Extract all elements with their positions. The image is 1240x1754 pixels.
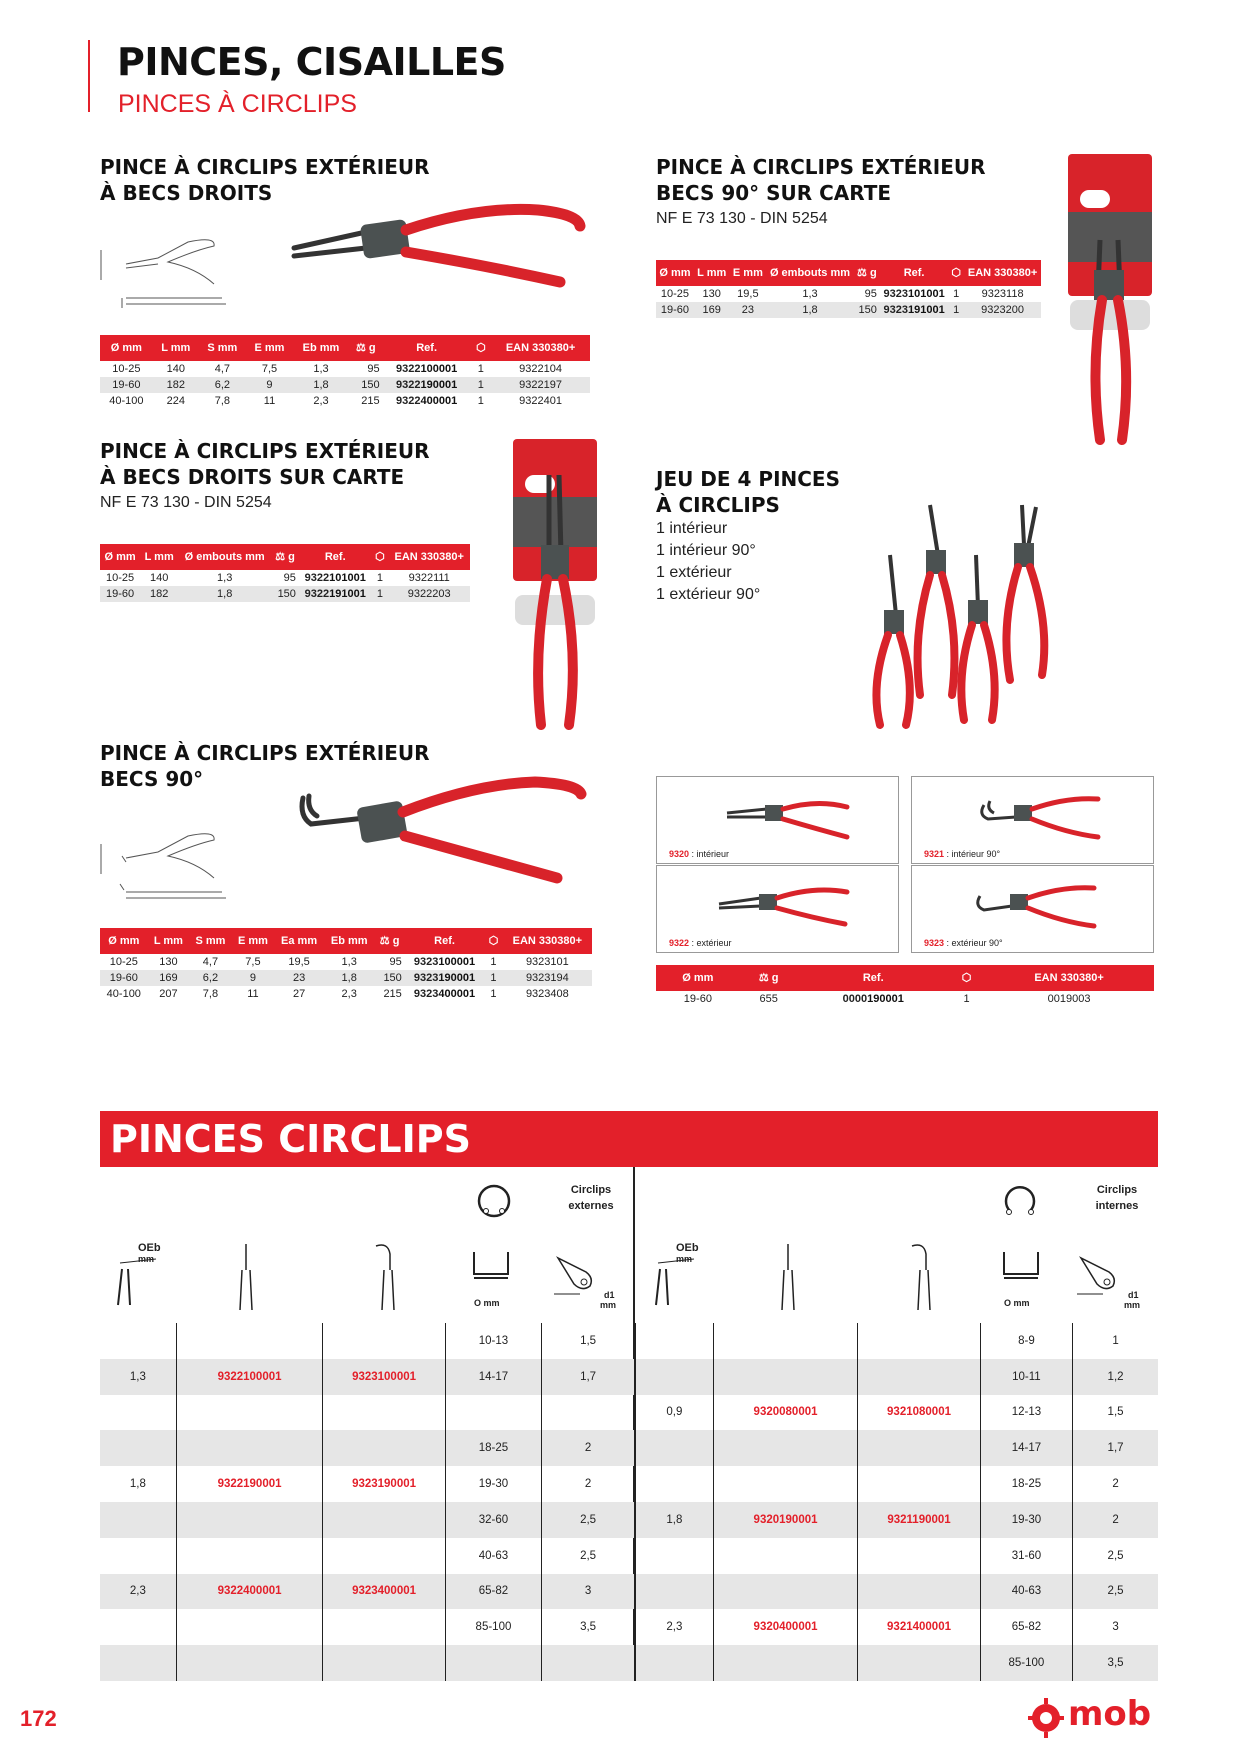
weight-icon: ⚖ [857, 267, 867, 279]
table-row: 85-100 3,5 [100, 1645, 1158, 1681]
col-s: S mm [199, 335, 246, 361]
weight-icon: ⚖ [379, 935, 390, 947]
table-set: Ø mm ⚖ g Ref. ⬡ EAN 330380+ 19-60 655 0000190001 1 0019003 [656, 965, 1154, 1007]
table-straight [100, 335, 590, 409]
list-item: 1 intérieur 90° [656, 542, 756, 559]
ring-thickness-icon-left [552, 1248, 602, 1298]
dimension-drawing-90 [96, 826, 226, 908]
mm-label-d1-right: mm [1124, 1300, 1141, 1310]
box-icon: ⬡ [476, 342, 486, 354]
list-item: 1 intérieur [656, 520, 728, 537]
weight-icon: ⚖ [355, 342, 366, 354]
brand-name: mob [1068, 1694, 1152, 1734]
col-weight: ⚖ g [349, 335, 383, 361]
table-row: 19-60 182 6,2 9 1,8 150 9322190001 1 9322197 [100, 377, 590, 393]
col-eb: Eb mm [293, 335, 349, 361]
col-pack [471, 335, 491, 361]
table-row: 40-100 224 7,8 11 2,3 215 9322400001 1 9322401 [109, 395, 562, 407]
section4-title-line2: À CIRCLIPS [656, 493, 780, 517]
table-row: 85-100 3,5 2,3 9320400001 9321400001 65-82 3 [100, 1609, 1158, 1645]
angled-plier-icon-left [368, 1240, 408, 1312]
mm-label-right: mm [676, 1254, 693, 1264]
plier-photo-straight [288, 196, 588, 306]
page-number: 172 [20, 1706, 57, 1731]
section1-title-line2: À BECS DROITS [100, 181, 273, 205]
straight-plier-icon-right [774, 1240, 804, 1312]
d1-label-right: d1 [1128, 1290, 1139, 1300]
table-row: 10-25 140 4,7 7,5 1,3 95 9322100001 1 9322104 [112, 363, 562, 375]
table-row: 19-60 169 6,2 9 23 1,8 150 9323190001 1 9323194 [100, 970, 592, 986]
mm-label-left: mm [138, 1254, 155, 1264]
internal-circlips-label: Circlips internes [1095, 1184, 1139, 1212]
page-subtitle: PINCES À CIRCLIPS [118, 90, 357, 118]
box-icon: ⬡ [961, 972, 972, 984]
omm-label-left: O mm [474, 1298, 500, 1308]
section5-title-line1: PINCE À CIRCLIPS EXTÉRIEUR [100, 741, 430, 765]
col-ref: Ref. [383, 335, 471, 361]
col-ean: EAN 330380+ [491, 335, 590, 361]
pinces-circlips-band [100, 1111, 1158, 1167]
carded-plier-photo-90 [1060, 150, 1160, 450]
weight-icon: ⚖ [758, 972, 769, 984]
list-item: 1 extérieur [656, 564, 732, 581]
set-contents-list [656, 518, 760, 606]
set-photo-9321: 9321 : intérieur 90° [911, 776, 1154, 864]
plier-interior-90-icon [912, 777, 1155, 847]
set-photo-9320: 9320 : intérieur [656, 776, 899, 864]
table-row: 10-13 1,5 8-9 1 [100, 1323, 1158, 1359]
table-row: 10-25 130 4,7 7,5 19,5 1,3 95 9323100001 1 9323101 [109, 956, 569, 968]
mm-label-d1-left: mm [600, 1300, 617, 1310]
set-photo-9323: 9323 : extérieur 90° [911, 865, 1154, 953]
table-row: 1,3 9322100001 9323100001 14-17 1,7 10-11 1,2 [100, 1359, 1158, 1395]
table-row: 0,9 9320080001 9321080001 12-13 1,5 [100, 1395, 1158, 1431]
table-90-carded: Ø mm L mm E mm Ø embouts mm ⚖ g Ref. ⬡ EAN 330380+ 10-25 130 19,5 1,3 95 9323101001 1 9323118 19-60 169 23 1,8 150 9323191001 1 9323200 [656, 260, 1041, 318]
table-row: 19-60 169 23 1,8 150 9323191001 1 9323200 [656, 302, 1041, 318]
shaft-groove-icon-left [470, 1248, 515, 1298]
box-icon: ⬡ [951, 267, 962, 279]
set-photo-9322: 9322 : extérieur [656, 865, 899, 953]
internal-circlip-icon [1000, 1181, 1040, 1221]
table-row: 2,3 9322400001 9323400001 65-82 3 40-63 2,5 [100, 1574, 1158, 1610]
table-row: 10-25 140 1,3 95 9322101001 1 9322111 [106, 572, 450, 584]
plier-set-photo [860, 495, 1080, 735]
table-straight-carded: Ø mm L mm Ø embouts mm ⚖ g Ref. ⬡ EAN 330380+ 10-25 140 1,3 95 9322101001 1 9322111 19-60 182 1,8 150 9322191001 1 9322203 [100, 544, 470, 602]
d1-label-left: d1 [604, 1290, 615, 1300]
section2-title-line1: PINCE À CIRCLIPS EXTÉRIEUR [656, 155, 986, 179]
oeb-label-right: OEb [676, 1242, 699, 1254]
table-row: 18-25 2 14-17 1,7 [100, 1430, 1158, 1466]
col-e: E mm [246, 335, 293, 361]
table-row: 19-60 655 0000190001 1 0019003 [683, 993, 1091, 1005]
external-circlips-label: Circlips externes [568, 1184, 614, 1212]
plier-interior-icon [657, 777, 900, 847]
table-row: 40-100 207 7,8 11 27 2,3 215 9323400001 1 9323408 [106, 988, 569, 1000]
table-row: 1,8 9322190001 9323190001 19-30 2 18-25 2 [100, 1466, 1158, 1502]
section4-title [656, 466, 840, 518]
circlips-comparison-table [100, 1323, 1158, 1681]
col-length: L mm [153, 335, 199, 361]
section4-title-line1: JEU DE 4 PINCES [656, 467, 840, 491]
section1-title-line1: PINCE À CIRCLIPS EXTÉRIEUR [100, 155, 430, 179]
table-row: 10-25 130 19,5 1,3 95 9323101001 1 9323118 [660, 288, 1024, 300]
section2-title-line2: BECS 90° SUR CARTE [656, 181, 892, 205]
section2-norm: NF E 73 130 - DIN 5254 [656, 210, 828, 227]
omm-label-right: O mm [1004, 1298, 1030, 1308]
col-diam: Ø mm [100, 335, 153, 361]
section3-title [100, 438, 430, 490]
band-title: PINCES CIRCLIPS [110, 1117, 471, 1161]
plier-photo-90 [295, 768, 595, 898]
straight-plier-icon-left [232, 1240, 262, 1312]
table-row: 32-60 2,5 1,8 9320190001 9321190001 19-30 2 [100, 1502, 1158, 1538]
section3-title-line1: PINCE À CIRCLIPS EXTÉRIEUR [100, 439, 430, 463]
section2-title [656, 154, 986, 206]
box-icon: ⬡ [488, 935, 499, 947]
plier-exterior-90-icon [912, 866, 1155, 936]
external-circlip-icon [474, 1181, 514, 1221]
plier-exterior-icon [657, 866, 900, 936]
page-title: PINCES, CISAILLES [117, 40, 506, 84]
section3-norm: NF E 73 130 - DIN 5254 [100, 494, 272, 511]
mob-logo [1028, 1694, 1168, 1743]
dimension-drawing-straight [96, 232, 226, 314]
oeb-label-left: OEb [138, 1242, 161, 1254]
carded-plier-photo-straight [505, 435, 605, 735]
table-row: 40-63 2,5 31-60 2,5 [100, 1538, 1158, 1574]
box-icon: ⬡ [375, 551, 385, 563]
header-accent-bar [88, 40, 90, 112]
angled-plier-icon-right [904, 1240, 944, 1312]
section3-title-line2: À BECS DROITS SUR CARTE [100, 465, 405, 489]
table-90: Ø mm L mm S mm E mm Ea mm Eb mm ⚖ g Ref. ⬡ EAN 330380+ 10-25 130 4,7 7,5 19,5 1,3 95 9323100001 1 9323101 19-60 169 6,2 9 23 1,8 150 9323190001 1 9323194 40-100 207 7,8 11 27 2,3 215 9323400001 1 9323408 [100, 928, 592, 1002]
weight-icon: ⚖ [275, 551, 286, 563]
ring-thickness-icon-right [1075, 1248, 1125, 1298]
table-row: 19-60 182 1,8 150 9322191001 1 9322203 [100, 586, 470, 602]
bore-groove-icon-right [1000, 1248, 1045, 1298]
section5-title-line2: BECS 90° [100, 767, 204, 791]
list-item: 1 extérieur 90° [656, 586, 761, 603]
